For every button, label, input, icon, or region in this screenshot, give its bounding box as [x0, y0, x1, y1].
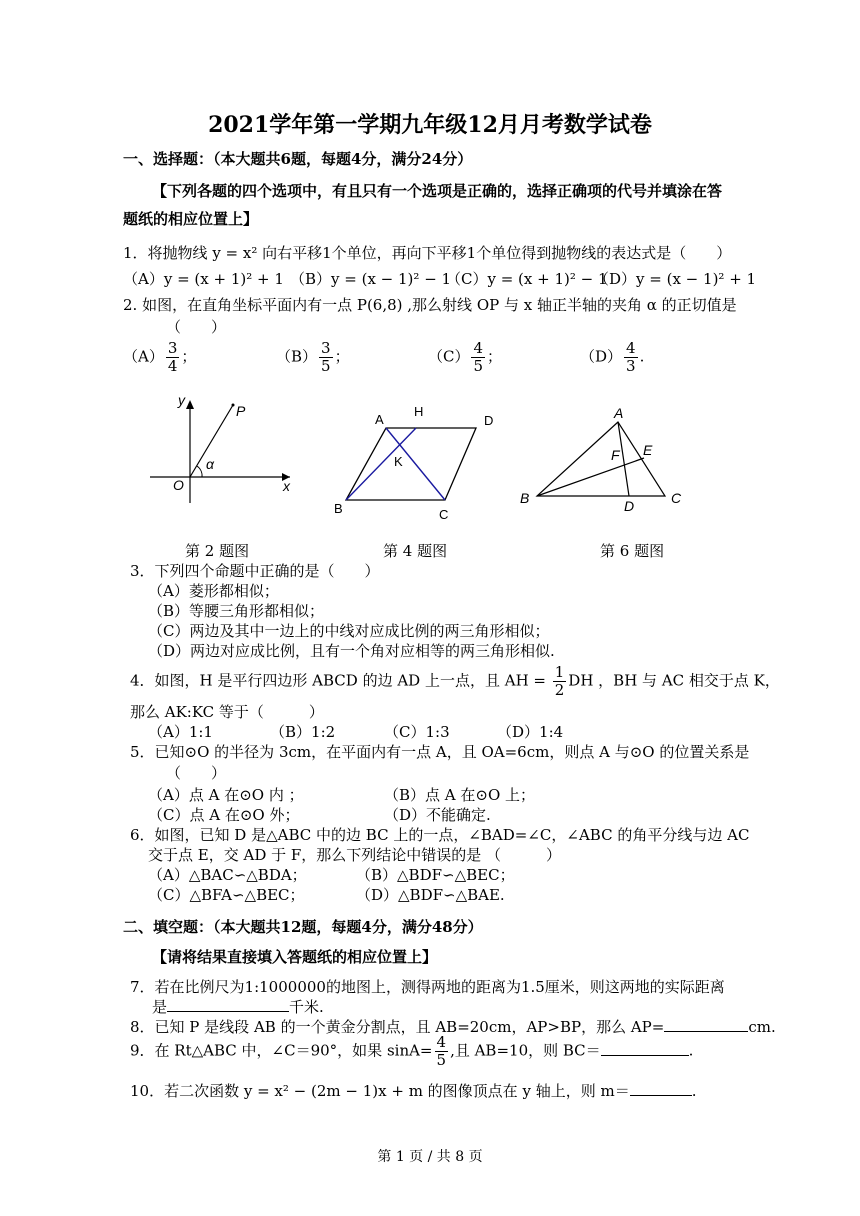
q5-option-c: （C）点 A 在⊙O 外；: [148, 806, 300, 824]
q2-option-b: （B） $\frac{3}{5}$ ；: [276, 339, 350, 375]
question-3: 3．下列四个命题中正确的是（ ）: [130, 562, 380, 580]
q3-option-b: （B）等腰三角形都相似；: [148, 602, 325, 620]
q8-answer-blank[interactable]: [664, 1017, 748, 1032]
q9-fraction: $\frac{4}{5}$: [436, 1033, 447, 1069]
q7-answer-blank[interactable]: [167, 997, 289, 1012]
fig4-label-k: K: [394, 454, 403, 469]
q2-option-a-fraction: $\frac{3}{4}$: [167, 339, 178, 375]
figure-2: [140, 390, 300, 505]
fig6-label-d: D: [624, 498, 635, 514]
q6-option-b: （B）△BDF∽△BEC；: [356, 866, 515, 884]
fig4-segment-bh: [346, 428, 416, 500]
section2-instruction: 【请将结果直接填入答题纸的相应位置上】: [152, 948, 438, 966]
figure-4: [325, 398, 510, 528]
fig2-label-x: x: [283, 478, 290, 494]
fig2-label-y: y: [178, 392, 185, 408]
q4-option-c: （C）1:3: [384, 723, 450, 741]
fig6-caption: 第 6 题图: [600, 542, 665, 560]
question-6: 6．如图，已知 D 是△ABC 中的边 BC 上的一点，∠BAD=∠C，∠ABC 的角平分线与边 AC: [130, 826, 750, 844]
figure-6: [510, 400, 700, 515]
question-10: 10．若二次函数 y = x² − (2m − 1)x + m 的图像顶点在 y 轴上，则 m＝ .: [130, 1082, 697, 1100]
fig4-label-h: H: [414, 404, 424, 419]
fig4-parallelogram: [346, 428, 476, 500]
section2-header: 二、填空题：（本大题共12题，每题4分，满分48分）: [123, 918, 483, 936]
q5-option-a: （A）点 A 在⊙O 内 ；: [148, 786, 304, 804]
question-5-paren: （ ）: [166, 764, 227, 782]
question-1: [123, 242, 731, 263]
q1-option-a: （A）y = (x + 1)² + 1: [123, 270, 284, 288]
fig4-label-d: D: [484, 413, 494, 428]
page-footer: 第 1 页 / 共 8 页: [377, 1149, 483, 1165]
fig6-label-a: A: [614, 405, 624, 421]
fig2-label-alpha: α: [206, 456, 214, 472]
fig6-label-f: F: [611, 447, 620, 463]
q1-option-b: （B）y = (x − 1)² − 1: [290, 270, 452, 288]
q2-option-a: （A） $\frac{3}{4}$ ；: [123, 339, 197, 375]
q10-answer-blank[interactable]: [630, 1081, 692, 1096]
fig4-label-b: B: [334, 501, 343, 516]
fig4-caption: 第 4 题图: [383, 542, 448, 560]
q4-option-a: （A）1:1: [148, 723, 213, 741]
q4-option-b: （B）1:2: [270, 723, 336, 741]
question-1-number: 1．: [123, 244, 148, 262]
q9-answer-blank[interactable]: [601, 1041, 689, 1056]
q6-option-a: （A）△BAC∽△BDA；: [148, 866, 307, 884]
fig2-caption: 第 2 题图: [185, 542, 250, 560]
question-2-text: 如图，在直角坐标平面内有一点 P(6,8) ,那么射线 OP 与 x 轴正半轴的夹角 α 的正切值是: [142, 296, 737, 314]
q5-option-d: （D）不能确定.: [384, 806, 491, 824]
q3-option-d: （D）两边对应成比例，且有一个角对应相等的两三角形相似.: [148, 642, 555, 660]
q4-fraction: $\frac{1}{2}$: [554, 663, 565, 699]
q6-option-d: （D）△BDF∽△BAE.: [356, 886, 505, 904]
section1-header: 一、选择题：（本大题共6题，每题4分，满分24分）: [123, 150, 473, 168]
q3-option-a: （A）菱形都相似；: [148, 582, 279, 600]
fig2-label-o: O: [173, 477, 184, 493]
fig2-point-p: [232, 404, 235, 407]
fig4-label-c: C: [439, 507, 449, 522]
question-6-line2: 交于点 E，交 AD 于 F，那么下列结论中错误的是 （ ）: [148, 846, 562, 864]
page-title: 2021学年第一学期九年级12月月考数学试卷: [208, 112, 652, 138]
question-8: 8．已知 P 是线段 AB 的一个黄金分割点，且 AB=20cm，AP>BP，那么 AP= cm.: [130, 1018, 776, 1036]
question-2-paren: （ ）: [166, 318, 227, 336]
q6-option-c: （C）△BFA∽△BEC；: [148, 886, 305, 904]
question-7: 7．若在比例尺为1:1000000的地图上，测得两地的距离为1.5厘米，则这两地的实际距离: [130, 978, 725, 996]
fig2-angle-arc: [197, 466, 202, 477]
fig2-y-arrow: [186, 400, 194, 409]
q2-option-c-fraction: $\frac{4}{5}$: [473, 339, 484, 375]
q2-option-d: （D） $\frac{4}{3}$ .: [580, 339, 645, 375]
q2-option-c: （C） $\frac{4}{5}$ ；: [428, 339, 503, 375]
fig4-label-a: A: [375, 412, 384, 427]
q3-option-c: （C）两边及其中一边上的中线对应成比例的两三角形相似；: [148, 622, 550, 640]
question-5: 5．已知⊙O 的半径为 3cm，在平面内有一点 A，且 OA=6cm，则点 A 与⊙O 的位置关系是: [130, 743, 750, 761]
q2-option-d-fraction: $\frac{4}{3}$: [626, 339, 636, 375]
section1-instruction-line2: 题纸的相应位置上】: [123, 210, 259, 228]
question-2: [123, 294, 737, 315]
question-4-line2: 那么 AK:KC 等于（ ）: [130, 703, 324, 721]
fig6-segment-ad: [618, 422, 629, 496]
question-4: 4．如图，H 是平行四边形 ABCD 的边 AD 上一点，且 AH = $\frac{1}{2}$ DH ，BH 与 AC 相交于点 K，: [130, 663, 780, 699]
q1-option-d: （D）y = (x − 1)² + 1: [594, 270, 757, 288]
question-2-number: 2.: [123, 296, 138, 314]
fig6-label-e: E: [643, 442, 653, 458]
fig2-label-p: P: [236, 403, 246, 419]
q5-option-b: （B）点 A 在⊙O 上；: [384, 786, 536, 804]
question-1-text: 将抛物线 y = x² 向右平移1个单位，再向下平移1个单位得到抛物线的表达式是（ ）: [147, 244, 732, 262]
q1-option-c: （C）y = (x + 1)² − 1: [446, 270, 608, 288]
question-7-line2: 是 千米.: [152, 998, 324, 1016]
fig6-label-c: C: [671, 490, 682, 506]
fig6-label-b: B: [520, 490, 530, 506]
fig6-triangle-abc: [537, 422, 665, 496]
q2-option-b-fraction: $\frac{3}{5}$: [321, 339, 331, 375]
section1-instruction-line1: 【下列各题的四个选项中，有且只有一个选项是正确的，选择正确项的代号并填涂在答: [152, 182, 723, 200]
question-9: 9．在 Rt△ABC 中，∠C＝90°，如果 sinA= $\frac{4}{5}$ ,且 AB=10，则 BC＝ .: [130, 1033, 694, 1069]
q4-option-d: （D）1:4: [497, 723, 564, 741]
